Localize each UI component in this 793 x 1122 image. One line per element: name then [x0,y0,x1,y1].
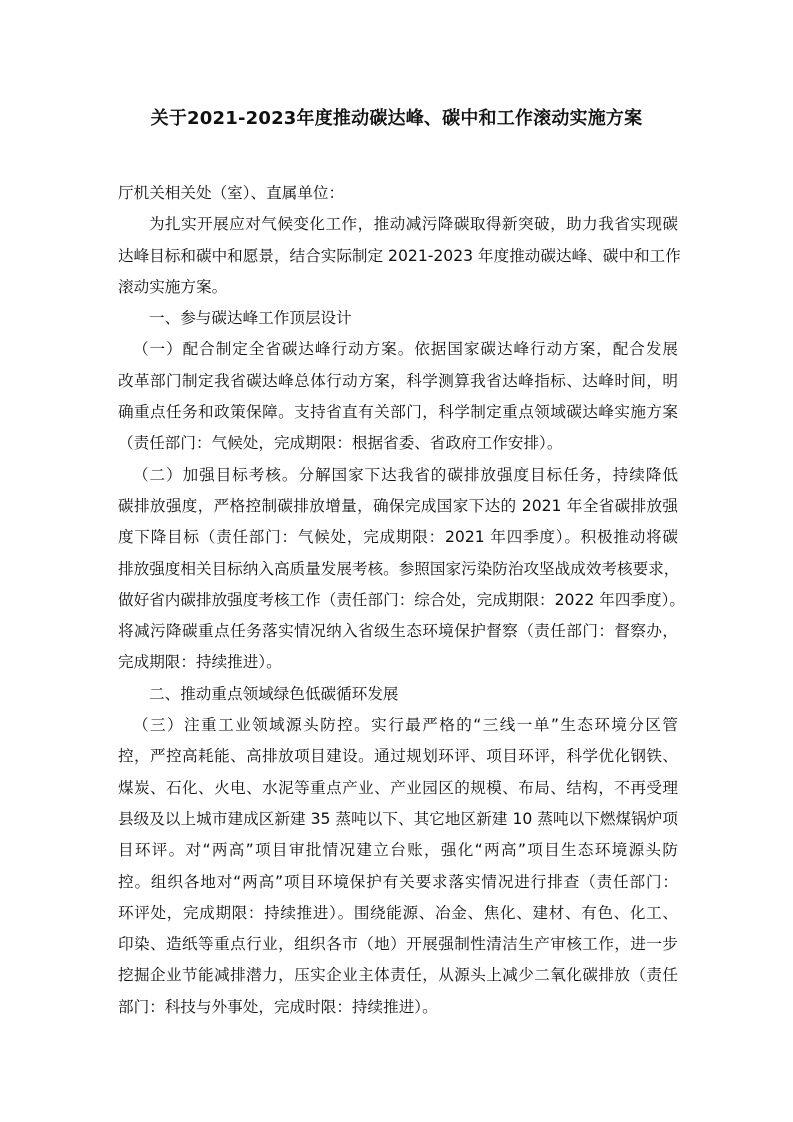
text-line: 达峰目标和碳中和愿景，结合实际制定 2021-2023 年度推动碳达峰、碳中和工作 [118,246,681,265]
text-line: 煤炭、石化、火电、水泥等重点产业、产业园区的规模、布局、结构，不再受理 [118,778,678,797]
text-line: 印染、造纸等重点行业，组织各市（地）开展强制性清洁生产审核工作，进一步 [118,935,678,954]
paragraph [118,679,678,710]
text-line: 排放强度相关目标纳入高质量发展考核。参照国家污染防治攻坚战成效考核要求， [118,559,680,578]
text-line: 部门：科技与外事处，完成时限：持续推进）。 [118,997,438,1016]
text-line: 做好省内碳排放强度考核工作（责任部门：综合处，完成期限：2022 年四季度）。 [118,590,686,609]
text-line: （二）加强目标考核。分解国家下达我省的碳排放强度目标任务，持续降低 [133,465,678,484]
text-line: 二、推动重点领域绿色低碳循环发展 [149,684,399,703]
paragraph [118,460,686,679]
paragraph [118,209,681,303]
text-line: 为扎实开展应对气候变化工作，推动减污降碳取得新突破，助力我省实现碳 [149,215,678,234]
paragraph [118,710,678,1023]
text-line: 完成期限：持续推进）。 [118,653,282,672]
text-line: 目环评。对“两高”项目审批情况建立台账，强化“两高”项目生态环境源头防 [118,841,678,860]
text-line: 环评处，完成期限：持续推进）。围绕能源、冶金、焦化、建材、有色、化工、 [118,903,678,922]
text-line: 一、参与碳达峰工作顶层设计 [149,309,352,328]
text-line: 控，严控高耗能、高排放项目建设。通过规划环评、项目环评，科学优化钢铁、 [118,747,678,766]
text-line: 控。组织各地对“两高”项目环境保护有关要求落实情况进行排查（责任部门： [118,872,678,891]
paragraph [118,334,678,459]
text-line: 厅机关相关处（室）、直属单位： [118,184,345,202]
text-line: （责任部门：气候处，完成期限：根据省委、省政府工作安排）。 [118,434,563,453]
paragraph [118,303,678,334]
text-line: （一）配合制定全省碳达峰行动方案。依据国家碳达峰行动方案，配合发展 [133,340,678,359]
text-line: 碳排放强度，严格控制碳排放增量，确保完成国家下达的 2021 年全省碳排放强 [118,496,678,515]
text-line: 将减污降碳重点任务落实情况纳入省级生态环境保护督察（责任部门：督察办， [118,622,678,641]
text-line: （三）注重工业领域源头防控。实行最严格的“三线一单”生态环境分区管 [133,716,678,735]
text-line: 确重点任务和政策保障。支持省直有关部门，科学制定重点领域碳达峰实施方案 [118,403,678,422]
document-title: 关于2021-2023年度推动碳达峰、碳中和工作滚动实施方案 [150,108,643,129]
text-line: 县级及以上城市建成区新建 35 蒸吨以下、其它地区新建 10 蒸吨以下燃煤锅炉项 [118,809,678,828]
document-body [118,178,686,1023]
text-line: 挖掘企业节能减排潜力，压实企业主体责任，从源头上减少二氧化碳排放（责任 [118,966,678,985]
text-line: 改革部门制定我省碳达峰总体行动方案，科学测算我省达峰指标、达峰时间，明 [118,371,678,390]
text-line: 度下降目标（责任部门：气候处，完成期限：2021 年四季度）。积极推动将碳 [118,528,678,547]
paragraph [118,178,678,209]
text-line: 滚动实施方案。 [118,277,228,296]
